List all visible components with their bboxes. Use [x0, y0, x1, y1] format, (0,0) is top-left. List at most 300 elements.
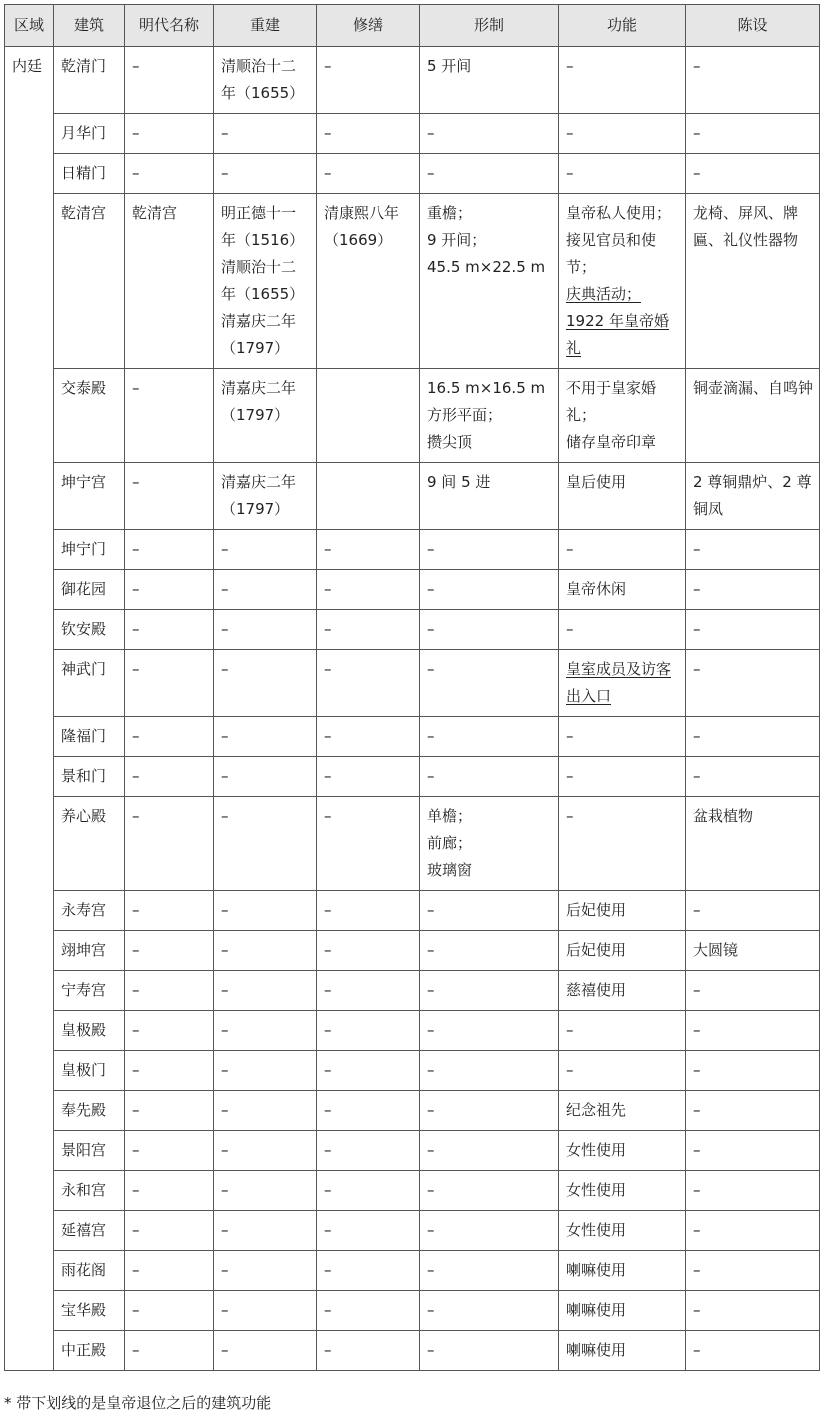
ming-name-cell: –	[125, 1171, 214, 1211]
cell-text: –	[324, 727, 332, 745]
cell-text: –	[693, 1341, 701, 1359]
cell-text: 后妃使用	[566, 901, 627, 919]
ming-name-cell: –	[125, 530, 214, 570]
rebuild-cell	[214, 1171, 317, 1211]
repair-cell	[317, 717, 420, 757]
cell-text: –	[324, 660, 332, 678]
ming-name-cell: –	[125, 717, 214, 757]
cell-text: –	[693, 620, 701, 638]
cell-text: –	[324, 941, 332, 959]
table-row	[5, 1051, 820, 1091]
ming-name-cell: –	[125, 47, 214, 114]
furnishing-cell	[686, 1011, 820, 1051]
building-cell: 中正殿	[54, 1331, 125, 1371]
cell-text: –	[427, 620, 435, 638]
building-cell: 宝华殿	[54, 1291, 125, 1331]
function-cell	[559, 1251, 686, 1291]
cell-text: –	[324, 57, 332, 75]
ming-name-cell: –	[125, 610, 214, 650]
rebuild-cell	[214, 650, 317, 717]
function-cell	[559, 1211, 686, 1251]
furnishing-cell	[686, 1051, 820, 1091]
cell-text: 清嘉庆二年（1797）	[221, 379, 297, 424]
building-cell: 宁寿宫	[54, 971, 125, 1011]
cell-text: 玻璃窗	[427, 861, 473, 879]
building-cell: 皇极门	[54, 1051, 125, 1091]
cell-text: –	[221, 901, 229, 919]
header-row	[5, 5, 820, 47]
rebuild-cell	[214, 570, 317, 610]
function-cell	[559, 369, 686, 463]
function-cell	[559, 610, 686, 650]
building-cell: 养心殿	[54, 797, 125, 891]
cell-text: 铜壶滴漏、自鸣钟	[693, 379, 814, 397]
header-cell: 区域	[5, 5, 54, 47]
cell-text: 9 开间；	[427, 231, 487, 249]
cell-text: –	[221, 807, 229, 825]
repair-cell	[317, 891, 420, 931]
ming-name-cell: –	[125, 1211, 214, 1251]
table-row	[5, 757, 820, 797]
furnishing-cell	[686, 931, 820, 971]
ming-name-cell: –	[125, 797, 214, 891]
repair-cell	[317, 1011, 420, 1051]
cell-text: –	[427, 981, 435, 999]
ming-name-cell: –	[125, 570, 214, 610]
cell-text: 喇嘛使用	[566, 1341, 627, 1359]
furnishing-cell	[686, 1091, 820, 1131]
form-cell	[420, 463, 559, 530]
repair-cell	[317, 610, 420, 650]
form-cell	[420, 931, 559, 971]
cell-text: 喇嘛使用	[566, 1261, 627, 1279]
ming-name-cell: –	[125, 891, 214, 931]
cell-text: –	[324, 1021, 332, 1039]
cell-text: –	[427, 1261, 435, 1279]
ming-name-cell: 乾清宫	[125, 194, 214, 369]
cell-text: –	[221, 164, 229, 182]
function-cell	[559, 757, 686, 797]
cell-text: –	[221, 580, 229, 598]
furnishing-cell	[686, 650, 820, 717]
building-cell: 月华门	[54, 114, 125, 154]
table-row	[5, 1251, 820, 1291]
repair-cell	[317, 757, 420, 797]
rebuild-cell	[214, 369, 317, 463]
cell-text: 45.5 m×22.5 m	[427, 258, 546, 276]
function-cell	[559, 47, 686, 114]
cell-text: 皇帝私人使用；	[566, 204, 672, 222]
rebuild-cell	[214, 530, 317, 570]
rebuild-cell	[214, 1211, 317, 1251]
cell-text: –	[566, 57, 574, 75]
cell-text: –	[693, 540, 701, 558]
cell-text: 2 尊铜鼎炉、2 尊铜凤	[693, 473, 812, 518]
rebuild-cell	[214, 757, 317, 797]
cell-text: –	[427, 1101, 435, 1119]
cell-text: 明正德十一年（1516）	[221, 204, 305, 249]
cell-text: –	[427, 1221, 435, 1239]
cell-text: –	[566, 1021, 574, 1039]
cell-text: –	[566, 767, 574, 785]
cell-text: 清顺治十二年（1655）	[221, 258, 305, 303]
ming-name-cell: –	[125, 1251, 214, 1291]
table-row	[5, 1291, 820, 1331]
furnishing-cell	[686, 530, 820, 570]
cell-text: –	[324, 540, 332, 558]
cell-text: –	[427, 1141, 435, 1159]
table-row	[5, 1091, 820, 1131]
rebuild-cell	[214, 1331, 317, 1371]
furnishing-cell	[686, 570, 820, 610]
cell-text: –	[221, 1341, 229, 1359]
cell-text: –	[221, 767, 229, 785]
rebuild-cell	[214, 114, 317, 154]
form-cell	[420, 1251, 559, 1291]
rebuild-cell	[214, 1011, 317, 1051]
furnishing-cell	[686, 1131, 820, 1171]
table-row	[5, 650, 820, 717]
form-cell	[420, 1051, 559, 1091]
region-cell: 内廷	[5, 47, 54, 1371]
building-cell: 翊坤宫	[54, 931, 125, 971]
repair-cell	[317, 931, 420, 971]
rebuild-cell	[214, 797, 317, 891]
cell-text: –	[693, 124, 701, 142]
furnishing-cell	[686, 757, 820, 797]
function-cell	[559, 1051, 686, 1091]
table-row	[5, 931, 820, 971]
cell-text: 后妃使用	[566, 941, 627, 959]
cell-text: –	[693, 767, 701, 785]
ming-name-cell: –	[125, 154, 214, 194]
function-cell	[559, 1131, 686, 1171]
building-cell: 皇极殿	[54, 1011, 125, 1051]
furnishing-cell	[686, 47, 820, 114]
repair-cell	[317, 971, 420, 1011]
cell-text: –	[693, 1301, 701, 1319]
cell-text: –	[566, 124, 574, 142]
cell-text: –	[693, 580, 701, 598]
cell-text: 9 间 5 进	[427, 473, 491, 491]
ming-name-cell: –	[125, 463, 214, 530]
cell-text: –	[693, 1141, 701, 1159]
cell-text: 接见官员和使节；	[566, 231, 657, 276]
cell-text: –	[324, 767, 332, 785]
cell-text: 16.5 m×16.5 m	[427, 379, 546, 397]
cell-text: –	[427, 901, 435, 919]
form-cell	[420, 1331, 559, 1371]
table-row	[5, 154, 820, 194]
header-cell: 陈设	[686, 5, 820, 47]
ming-name-cell: –	[125, 757, 214, 797]
furnishing-cell	[686, 1171, 820, 1211]
building-cell: 乾清宫	[54, 194, 125, 369]
building-cell: 钦安殿	[54, 610, 125, 650]
repair-cell	[317, 1211, 420, 1251]
function-cell	[559, 1171, 686, 1211]
furnishing-cell	[686, 154, 820, 194]
cell-text: 清嘉庆二年（1797）	[221, 312, 297, 357]
cell-text: 纪念祖先	[566, 1101, 627, 1119]
repair-cell	[317, 1091, 420, 1131]
cell-text: 喇嘛使用	[566, 1301, 627, 1319]
cell-text: 庆典活动；	[566, 285, 642, 303]
ming-name-cell: –	[125, 1291, 214, 1331]
cell-text: –	[427, 941, 435, 959]
header-cell: 功能	[559, 5, 686, 47]
form-cell	[420, 154, 559, 194]
table-row	[5, 797, 820, 891]
table-row	[5, 610, 820, 650]
function-cell	[559, 463, 686, 530]
cell-text: –	[427, 727, 435, 745]
repair-cell	[317, 1131, 420, 1171]
form-cell	[420, 1131, 559, 1171]
function-cell	[559, 570, 686, 610]
cell-text: 前廊；	[427, 834, 473, 852]
rebuild-cell	[214, 717, 317, 757]
cell-text: –	[221, 1261, 229, 1279]
form-cell	[420, 530, 559, 570]
cell-text: –	[221, 620, 229, 638]
cell-text: –	[324, 981, 332, 999]
repair-cell	[317, 47, 420, 114]
ming-name-cell: –	[125, 1011, 214, 1051]
table-row	[5, 1211, 820, 1251]
cell-text: 大圆镜	[693, 941, 739, 959]
cell-text: 盆栽植物	[693, 807, 754, 825]
repair-cell	[317, 1291, 420, 1331]
cell-text: 龙椅、屏风、牌匾、礼仪性器物	[693, 204, 799, 249]
cell-text: –	[693, 727, 701, 745]
table-row	[5, 530, 820, 570]
ming-name-cell: –	[125, 1331, 214, 1371]
cell-text: –	[693, 164, 701, 182]
ming-name-cell: –	[125, 114, 214, 154]
form-cell	[420, 47, 559, 114]
form-cell	[420, 971, 559, 1011]
building-cell: 乾清门	[54, 47, 125, 114]
cell-text: –	[427, 580, 435, 598]
cell-text: –	[566, 620, 574, 638]
cell-text: 女性使用	[566, 1181, 627, 1199]
form-cell	[420, 1091, 559, 1131]
cell-text: –	[324, 1061, 332, 1079]
function-cell	[559, 114, 686, 154]
cell-text: –	[324, 901, 332, 919]
function-cell	[559, 931, 686, 971]
cell-text: –	[427, 1341, 435, 1359]
cell-text: –	[566, 1061, 574, 1079]
form-cell	[420, 891, 559, 931]
form-cell	[420, 1291, 559, 1331]
building-cell: 永和宫	[54, 1171, 125, 1211]
cell-text: –	[324, 124, 332, 142]
cell-text: –	[693, 981, 701, 999]
rebuild-cell	[214, 1131, 317, 1171]
function-cell	[559, 717, 686, 757]
repair-cell	[317, 570, 420, 610]
cell-text: –	[566, 164, 574, 182]
table-row	[5, 114, 820, 154]
cell-text: –	[693, 1261, 701, 1279]
cell-text: –	[221, 941, 229, 959]
rebuild-cell	[214, 194, 317, 369]
cell-text: –	[427, 1301, 435, 1319]
building-cell: 景和门	[54, 757, 125, 797]
furnishing-cell	[686, 1291, 820, 1331]
rebuild-cell	[214, 971, 317, 1011]
building-cell: 雨花阁	[54, 1251, 125, 1291]
cell-text: –	[221, 1301, 229, 1319]
repair-cell	[317, 797, 420, 891]
cell-text: –	[427, 767, 435, 785]
form-cell	[420, 717, 559, 757]
ming-name-cell: –	[125, 1131, 214, 1171]
function-cell	[559, 797, 686, 891]
building-cell: 坤宁门	[54, 530, 125, 570]
cell-text: –	[221, 981, 229, 999]
table-row	[5, 1011, 820, 1051]
cell-text: –	[427, 124, 435, 142]
cell-text: –	[693, 1061, 701, 1079]
repair-cell	[317, 369, 420, 463]
building-cell: 永寿宫	[54, 891, 125, 931]
cell-text: –	[427, 164, 435, 182]
cell-text: 女性使用	[566, 1141, 627, 1159]
repair-cell	[317, 1331, 420, 1371]
rebuild-cell	[214, 891, 317, 931]
furnishing-cell	[686, 463, 820, 530]
cell-text: –	[221, 727, 229, 745]
cell-text: –	[324, 1181, 332, 1199]
table-row	[5, 194, 820, 369]
cell-text: –	[693, 660, 701, 678]
cell-text: 重檐；	[427, 204, 473, 222]
form-cell	[420, 1171, 559, 1211]
form-cell	[420, 570, 559, 610]
cell-text: 1922 年皇帝婚礼	[566, 312, 669, 357]
cell-text: 皇帝休闲	[566, 580, 627, 598]
furnishing-cell	[686, 1251, 820, 1291]
ming-name-cell: –	[125, 369, 214, 463]
form-cell	[420, 610, 559, 650]
header-cell: 修缮	[317, 5, 420, 47]
function-cell	[559, 1011, 686, 1051]
cell-text: –	[221, 660, 229, 678]
rebuild-cell	[214, 610, 317, 650]
furnishing-cell	[686, 797, 820, 891]
rebuild-cell	[214, 1091, 317, 1131]
repair-cell	[317, 530, 420, 570]
table-row	[5, 971, 820, 1011]
cell-text: –	[693, 57, 701, 75]
form-cell	[420, 194, 559, 369]
building-cell: 御花园	[54, 570, 125, 610]
cell-text: –	[324, 164, 332, 182]
cell-text: –	[324, 1341, 332, 1359]
function-cell	[559, 971, 686, 1011]
header-cell: 重建	[214, 5, 317, 47]
repair-cell	[317, 1051, 420, 1091]
repair-cell	[317, 194, 420, 369]
function-cell	[559, 1291, 686, 1331]
function-cell	[559, 1331, 686, 1371]
cell-text: –	[324, 1101, 332, 1119]
cell-text: 女性使用	[566, 1221, 627, 1239]
furnishing-cell	[686, 1211, 820, 1251]
footnote: * 带下划线的是皇帝退位之后的建筑功能	[4, 1394, 272, 1412]
cell-text: 皇后使用	[566, 473, 627, 491]
cell-text: 单檐；	[427, 807, 473, 825]
cell-text: 清康熙八年（1669）	[324, 204, 400, 249]
repair-cell	[317, 1251, 420, 1291]
cell-text: –	[324, 1221, 332, 1239]
form-cell	[420, 757, 559, 797]
furnishing-cell	[686, 369, 820, 463]
cell-text: 攒尖顶	[427, 433, 473, 451]
cell-text: 方形平面；	[427, 406, 503, 424]
table-row	[5, 463, 820, 530]
furnishing-cell	[686, 891, 820, 931]
header-cell: 明代名称	[125, 5, 214, 47]
ming-name-cell: –	[125, 1091, 214, 1131]
function-cell	[559, 530, 686, 570]
building-cell: 坤宁宫	[54, 463, 125, 530]
rebuild-cell	[214, 931, 317, 971]
furnishing-cell	[686, 1331, 820, 1371]
repair-cell	[317, 463, 420, 530]
repair-cell	[317, 650, 420, 717]
rebuild-cell	[214, 1251, 317, 1291]
ming-name-cell: –	[125, 931, 214, 971]
cell-text: 皇室成员及访客出入口	[566, 660, 672, 705]
cell-text: –	[427, 540, 435, 558]
cell-text: –	[566, 807, 574, 825]
cell-text: 不用于皇家婚礼；	[566, 379, 657, 424]
cell-text: –	[221, 1101, 229, 1119]
furnishing-cell	[686, 610, 820, 650]
table-row	[5, 570, 820, 610]
form-cell	[420, 114, 559, 154]
furnishing-cell	[686, 971, 820, 1011]
cell-text: –	[324, 620, 332, 638]
table-row	[5, 717, 820, 757]
cell-text: 5 开间	[427, 57, 472, 75]
building-cell: 交泰殿	[54, 369, 125, 463]
form-cell	[420, 797, 559, 891]
function-cell	[559, 1091, 686, 1131]
cell-text: –	[427, 1021, 435, 1039]
table-row	[5, 1331, 820, 1371]
building-cell: 神武门	[54, 650, 125, 717]
rebuild-cell	[214, 154, 317, 194]
function-cell	[559, 891, 686, 931]
cell-text: –	[324, 1141, 332, 1159]
repair-cell	[317, 114, 420, 154]
table-row	[5, 891, 820, 931]
header-cell: 建筑	[54, 5, 125, 47]
cell-text: 清顺治十二年（1655）	[221, 57, 305, 102]
cell-text: 清嘉庆二年（1797）	[221, 473, 297, 518]
cell-text: –	[324, 1261, 332, 1279]
furnishing-cell	[686, 194, 820, 369]
form-cell	[420, 1211, 559, 1251]
rebuild-cell	[214, 47, 317, 114]
ming-name-cell: –	[125, 650, 214, 717]
rebuild-cell	[214, 463, 317, 530]
